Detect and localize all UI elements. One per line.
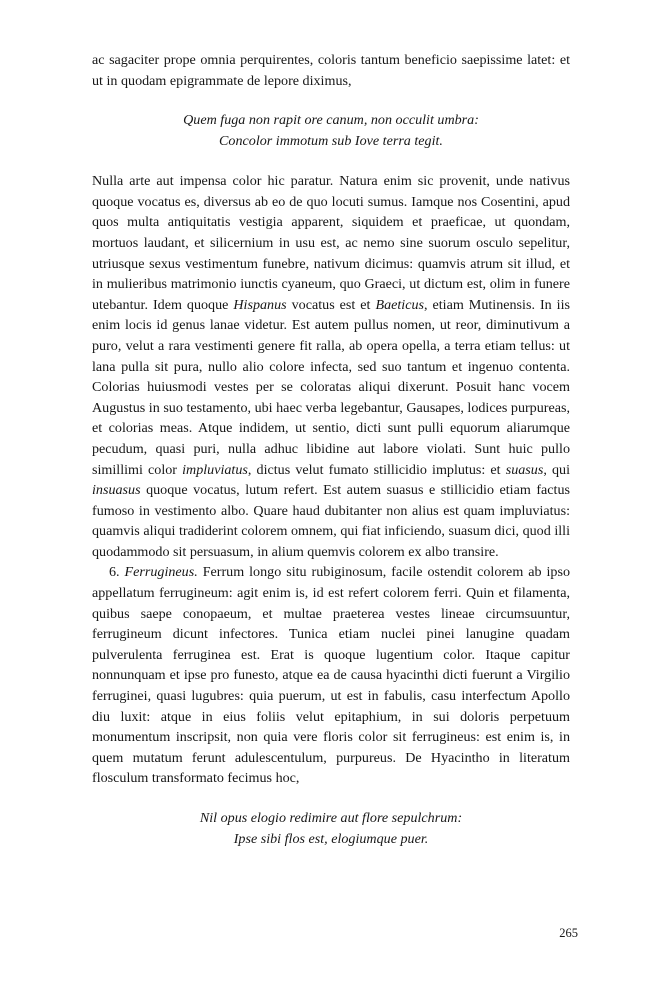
- italic-term: impluviatus: [182, 461, 248, 478]
- verse-line: Nil opus elogio redimire aut flore sepulchrum:: [199, 810, 463, 826]
- nativus-pullus-paragraph: [92, 171, 570, 562]
- italic-term: Hispanus: [233, 296, 287, 313]
- body-text: , qui: [543, 461, 570, 478]
- page-number: 265: [559, 926, 578, 940]
- italic-term: insuasus: [92, 482, 141, 499]
- page-body: [92, 50, 570, 869]
- italic-term: Ferrugineus.: [124, 564, 198, 581]
- hyacinthus-epigram: [92, 808, 570, 850]
- body-text: Ferrum longo situ rubiginosum, facile ostendit colorem ab ipso appellatum ferrugineum: agit enim is, id est refert colorem ferri. Quin et filamenta, quibus saepe conopaeum, et multae praeterea vestes lineae circumsuuntur, ferrugineum dicunt infectores. Tunica etiam nuclei pinei lanugine quadam pulverulenta ferruginea est. Erat is quoque lugentium color. Itaque capitur nonnunquam et ipse pro funesto, atque ea de causa hyacinthi dicti fuerunt a Virgilio ferruginei, quasi lugubres: quia puerum, ut est in fabulis, casu interfectum Apollo diu luxit: atque in eius foliis velut epitaphium, in sui doloris perpetuum monumentum inscripsit, non quia vere floris color sit ferrugineus: est enim is, in quem mutatum ferunt adulescentulum, purpureus. De Hyacintho in literatum flosculum transformato fecimus hoc,: [92, 564, 570, 787]
- ferrugineus-paragraph: [92, 562, 570, 789]
- verse-line: Ipse sibi flos est, elogiumque puer.: [233, 831, 429, 847]
- body-text: 6.: [109, 564, 125, 581]
- italic-term: suasus: [505, 461, 544, 478]
- body-text: , etiam Mutinensis. In iis enim locis id genus lanae videtur. Est autem pullus nomen, ut reor, diminutivum a puro, velut a rara vestimenti genere fit ralla, ab opera opella, a terra etiam tellus: ut lana pulla sit pura, nullo alio colore infecta, sed suo tantum et ingenuo contenta. Colorias huiusmodi vestes per se coloratas aliqui dixerunt. Posuit hanc vocem Augustus in suo testamento, ubi haec verba legebantur, Gausapes, lodices purpureas, et colorias meas. Atque indidem, ut sentio, dicti sunt pulli equorum aliarumque pecudum, quasi puri, nulla adhuc libidine aut labore violati. Sunt huic pullo simillimi color: [92, 296, 570, 478]
- body-text: ac sagaciter prope omnia perquirentes, coloris tantum beneficio saepissime latet: et ut in quodam epigrammate de lepore diximus,: [92, 52, 570, 89]
- intro-paragraph: [92, 50, 570, 91]
- verse-line: Quem fuga non rapit ore canum, non occulit umbra:: [183, 112, 479, 129]
- verse-line: Concolor immotum sub Iove terra tegit.: [219, 133, 443, 150]
- body-text: quoque vocatus, lutum refert. Est autem suasus e stillicidio etiam factus fumoso in vestimento albo. Quare haud dubitanter non alius est quam impluviatus: quamvis aliqui tradiderint colorem omnem, qui fiat inficiendo, suasum dici, quod illi quodammodo sit persuasum, in alium quemvis colorem ex albo transire.: [92, 482, 570, 560]
- lepus-epigram: [92, 110, 570, 152]
- italic-term: Baeticus: [375, 296, 424, 313]
- body-text: Nulla arte aut impensa color hic paratur. Natura enim sic provenit, unde nativus quoque vocatus es, diversus ab eo de quo locuti sumus. Iamque nos Cosentini, apud quos multa antiquitatis vestigia apparent, siquidem et praeficae, ut quondam, mortuos laudant, et silicernium in usu est, ac nemo sine suorum osculo sepelitur, utriusque sexus vestimentum funebre, nativum dicimus: quamvis atrum sit illud, et in mulieribus matrimonio iunctis cyaneum, quo Graeci, ut dictum est, olim in funere utebantur. Idem quoque: [92, 173, 570, 313]
- body-text: , dictus velut fumato stillicidio implutus: et: [247, 461, 506, 478]
- body-text: vocatus est et: [286, 296, 376, 313]
